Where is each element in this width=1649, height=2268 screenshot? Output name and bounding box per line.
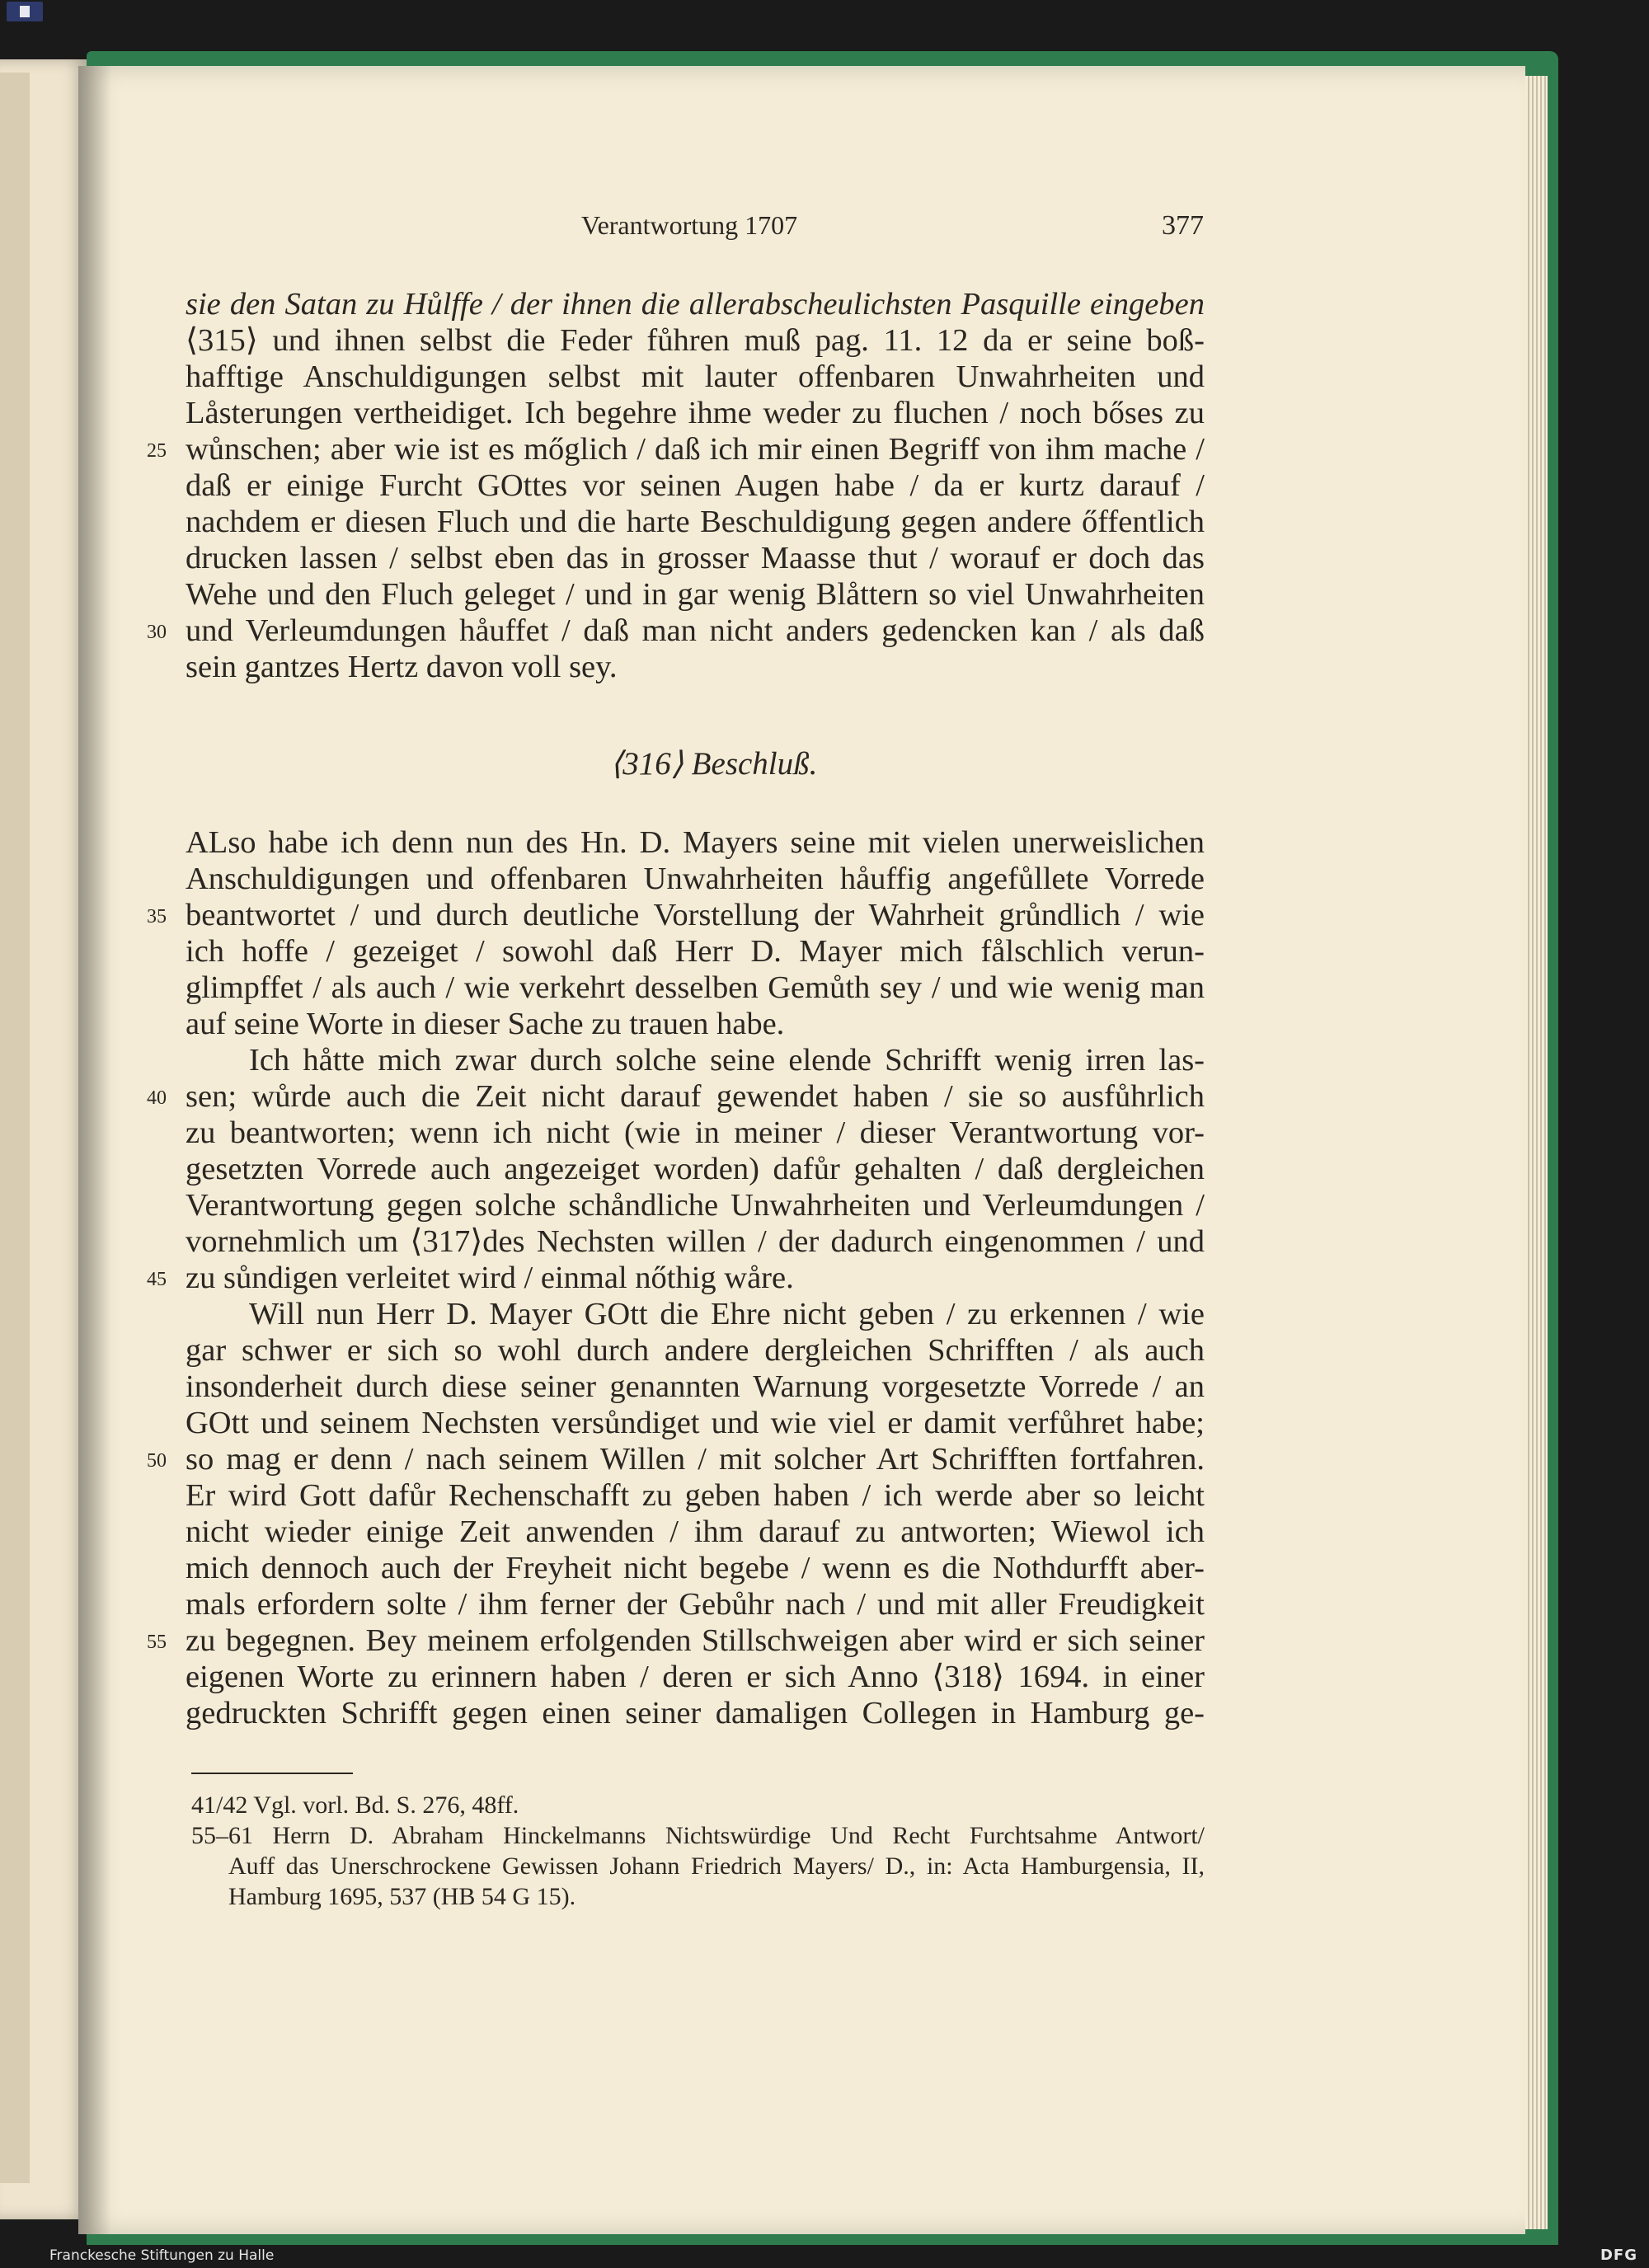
gutter-shadow — [78, 66, 111, 2234]
institution-logo-icon — [7, 2, 43, 21]
text-line: insonderheit durch diese seiner genannten Warnung vorgesetzte Vorrede / an — [186, 1369, 1205, 1404]
line-number: 45 — [147, 1269, 167, 1290]
text-line: so mag er denn / nach seinem Willen / mit solcher Art Schrifften fortfahren. — [186, 1442, 1205, 1477]
text-line: glimpffet / als auch / wie verkehrt desselben Gemůth sey / und wie wenig man — [186, 970, 1205, 1005]
text-line: Anschuldigungen und offenbaren Unwahrheiten håuffig angefůllete Vorrede — [186, 862, 1205, 896]
footnote: Auff das Unerschrockene Gewissen Johann Friedrich Mayers/ D., in: Acta Hamburgensia, II, — [228, 1852, 1205, 1880]
footnote: Hamburg 1695, 537 (HB 54 G 15). — [228, 1883, 576, 1910]
text-line: ALso habe ich denn nun des Hn. D. Mayers seine mit vielen unerweislichen — [186, 825, 1205, 860]
footnote: 55–61 Herrn D. Abraham Hinckelmanns Nichtswürdige Und Recht Furchtsahme Antwort/ — [191, 1822, 1205, 1849]
text-line: nicht wieder einige Zeit anwenden / ihm darauf zu antworten; Wiewol ich — [186, 1514, 1205, 1549]
text-line: daß er einige Furcht GOttes vor seinen Augen habe / da er kurtz darauf / — [186, 468, 1205, 503]
text-line: vornehmlich um ⟨317⟩des Nechsten willen / der dadurch eingenommen / und — [186, 1224, 1205, 1259]
text-line: eigenen Worte zu erinnern haben / deren er sich Anno ⟨318⟩ 1694. in einer — [186, 1660, 1205, 1694]
text-line: gedruckten Schrifft gegen einen seiner damaligen Collegen in Hamburg ge- — [186, 1696, 1205, 1730]
text-line: sen; wůrde auch die Zeit nicht darauf gewendet haben / sie so ausfůhrlich — [186, 1079, 1205, 1114]
line-number: 25 — [147, 440, 167, 462]
text-line: und Verleumdungen håuffet / daß man nicht anders gedencken kan / als daß — [186, 613, 1205, 648]
left-page-sliver — [0, 73, 30, 2183]
running-head: Verantwortung 1707 — [581, 210, 798, 240]
line-number: 30 — [147, 622, 167, 643]
text-line: mich dennoch auch der Freyheit nicht begebe / wenn es die Nothdurfft aber- — [186, 1551, 1205, 1585]
text-line: wůnschen; aber wie ist es mőglich / daß ich mir einen Begriff von ihm mache / — [186, 432, 1205, 467]
text-line: ⟨315⟩ und ihnen selbst die Feder fůhren muß pag. 11. 12 da er seine boß- — [186, 323, 1205, 358]
text-line: zu begegnen. Bey meinem erfolgenden Stillschweigen aber wird er sich seiner — [186, 1623, 1205, 1658]
line-number: 40 — [147, 1087, 167, 1109]
text-line: beantwortet / und durch deutliche Vorstellung der Wahrheit grůndlich / wie — [186, 898, 1205, 932]
text-line: mals erfordern solte / ihm ferner der Gebůhr nach / und mit aller Freudigkeit — [186, 1587, 1205, 1622]
text-line: Will nun Herr D. Mayer GOtt die Ehre nicht geben / zu erkennen / wie — [249, 1297, 1205, 1331]
text-line: ich hoffe / gezeiget / sowohl daß Herr D. Mayer mich fålschlich verun- — [186, 934, 1205, 969]
footnote: 41/42 Vgl. vorl. Bd. S. 276, 48ff. — [191, 1791, 519, 1819]
text-line: Er wird Gott dafůr Rechenschafft zu geben haben / ich werde aber so leicht — [186, 1478, 1205, 1513]
text-line: hafftige Anschuldigungen selbst mit lauter offenbaren Unwahrheiten und — [186, 359, 1205, 394]
text-line: GOtt und seinem Nechsten versůndiget und wie viel er damit verfůhret habe; — [186, 1406, 1205, 1440]
text-line: Låsterungen vertheidiget. Ich begehre ihme weder zu fluchen / noch bőses zu — [186, 396, 1205, 430]
text-line: sein gantzes Hertz davon voll sey. — [186, 650, 618, 684]
line-number: 50 — [147, 1450, 167, 1472]
footnote-rule — [191, 1773, 353, 1774]
text-line: gesetzten Vorrede auch angezeiget worden) dafůr gehalten / daß dergleichen — [186, 1152, 1205, 1186]
line-number: 35 — [147, 906, 167, 927]
text-line: Verantwortung gegen solche schåndliche Unwahrheiten und Verleumdungen / — [186, 1188, 1205, 1223]
text-line: zu beantworten; wenn ich nicht (wie in meiner / dieser Verantwortung vor- — [186, 1115, 1205, 1150]
text-line: Ich håtte mich zwar durch solche seine elende Schrifft wenig irren las- — [249, 1043, 1205, 1078]
text-line: sie den Satan zu Hůlffe / der ihnen die allerabscheulichsten Pasquille eingeben — [186, 287, 1205, 322]
dfg-logo: DFG — [1600, 2247, 1637, 2264]
institution-name: Franckesche Stiftungen zu Halle — [49, 2247, 275, 2264]
text-line: auf seine Worte in dieser Sache zu trauen habe. — [186, 1007, 785, 1041]
section-heading: ⟨316⟩ Beschluß. — [610, 746, 818, 782]
line-number: 55 — [147, 1632, 167, 1653]
page-number: 377 — [1162, 210, 1204, 241]
text-line: nachdem er diesen Fluch und die harte Beschuldigung gegen andere őffentlich — [186, 505, 1205, 539]
text-line: drucken lassen / selbst eben das in grosser Maasse thut / worauf er doch das — [186, 541, 1205, 575]
text-line: Wehe und den Fluch geleget / und in gar wenig Blåttern so viel Unwahrheiten — [186, 577, 1205, 612]
text-line: zu sůndigen verleitet wird / einmal nőthig wåre. — [186, 1261, 794, 1295]
text-line: gar schwer er sich so wohl durch andere dergleichen Schrifften / als auch — [186, 1333, 1205, 1368]
